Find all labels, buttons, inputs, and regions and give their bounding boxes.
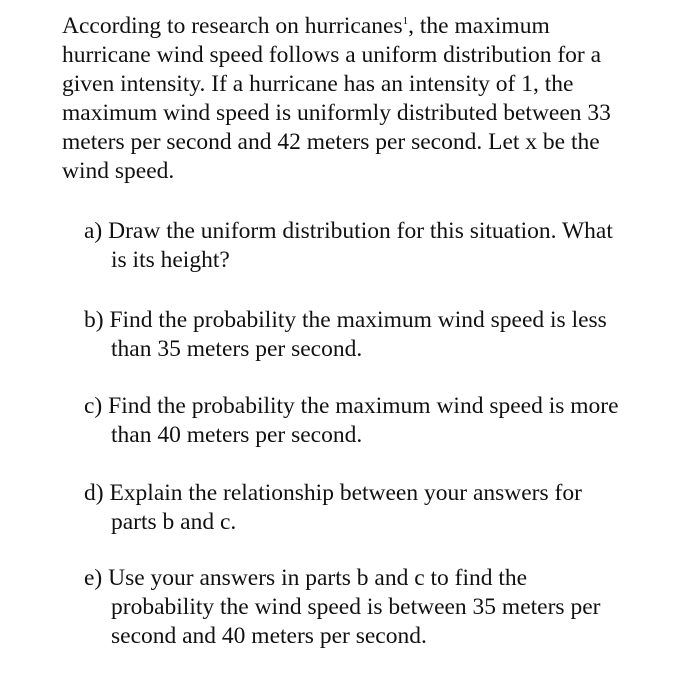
question-line: parts b and c. (111, 509, 237, 535)
question-line: c) Find the probability the maximum wind speed is more (84, 393, 619, 419)
question-line: e) Use your answers in parts b and c to find the (84, 565, 528, 591)
intro-line: given intensity. If a hurricane has an intensity of 1, the (62, 71, 574, 97)
question-line: than 40 meters per second. (111, 422, 363, 448)
intro-line: hurricane wind speed follows a uniform distribution for a (62, 42, 602, 68)
question-c (84, 392, 674, 450)
question-line: than 35 meters per second. (111, 336, 363, 362)
question-d (84, 479, 674, 537)
question-line: d) Explain the relationship between your answers for (84, 480, 582, 506)
question-line: second and 40 meters per second. (111, 623, 427, 649)
question-a (84, 217, 674, 275)
intro-line (62, 12, 682, 41)
intro-text: , the maximum (408, 13, 550, 39)
question-line: probability the wind speed is between 35 meters per (111, 594, 601, 620)
question-b (84, 306, 674, 364)
intro-text: According to research on hurricanes (62, 13, 403, 39)
problem-intro (62, 12, 682, 186)
footnote-marker: 1 (402, 15, 409, 28)
question-e (84, 564, 674, 651)
question-line: a) Draw the uniform distribution for this situation. What (84, 218, 613, 244)
intro-line: maximum wind speed is uniformly distributed between 33 (62, 100, 611, 126)
question-line: b) Find the probability the maximum wind speed is less (84, 307, 607, 333)
question-line: is its height? (111, 247, 230, 273)
intro-line: meters per second and 42 meters per second. Let x be the (62, 129, 600, 155)
intro-line: wind speed. (62, 158, 175, 184)
